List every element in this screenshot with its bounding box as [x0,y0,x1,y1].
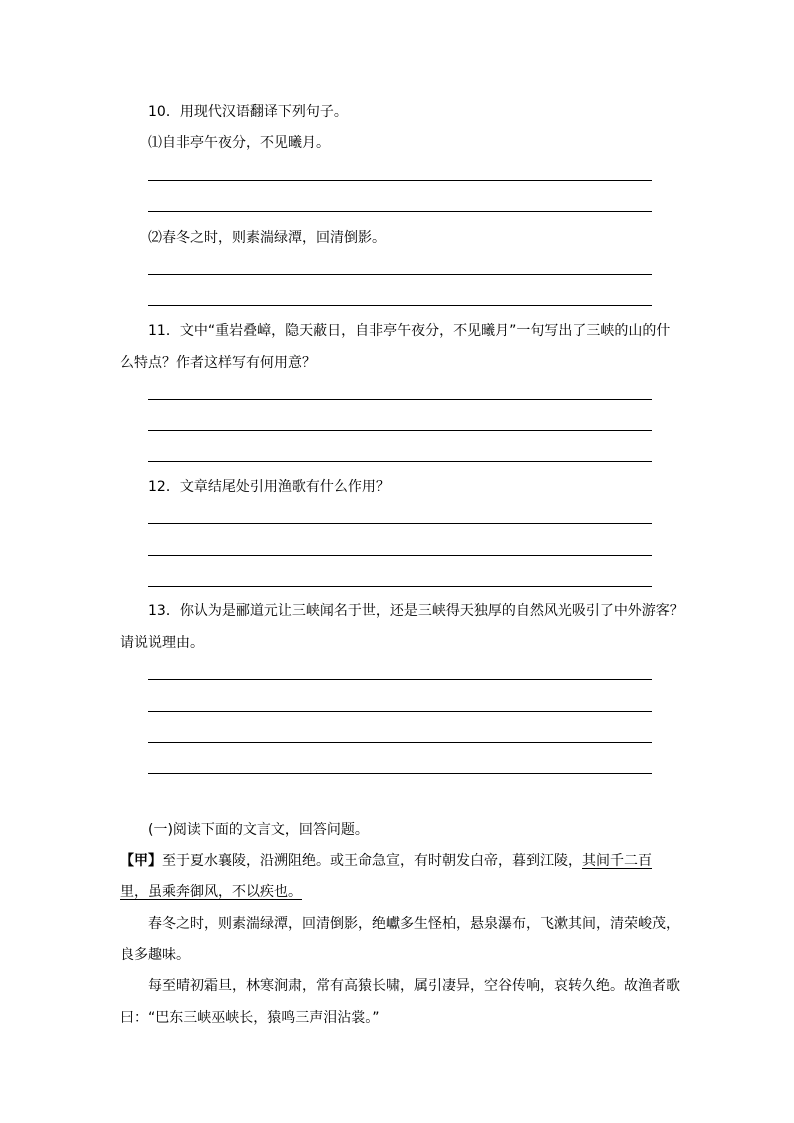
answer-line[interactable] [148,711,652,712]
answer-line[interactable] [148,586,652,587]
answer-line[interactable] [148,305,652,306]
answer-line[interactable] [148,461,652,462]
answer-line[interactable] [148,274,652,275]
passage-paragraph-3-line-2: 曰：“巴东三峡巫峡长，猿鸣三声泪沾裳。” [120,1010,380,1026]
underlined-sentence: 其间千二百 [582,853,652,869]
passage-text: 至于夏水襄陵，沿溯阻绝。或王命急宣，有时朝发白帝，暮到江陵， [162,853,582,869]
q13-text-line-1: 13．你认为是郦道元让三峡闻名于世，还是三峡得天独厚的自然风光吸引了中外游客？ [148,603,684,619]
q10-heading: 10．用现代汉语翻译下列句子。 [148,104,348,120]
answer-line[interactable] [148,773,652,774]
q12-heading: 12．文章结尾处引用渔歌有什么作用？ [148,479,390,495]
q13-text-line-2: 请说说理由。 [120,635,204,651]
q11-text-line-1: 11．文中“重岩叠嶂，隐天蔽日，自非亭午夜分，不见曦月”一句写出了三峡的山的什 [148,323,671,339]
underlined-sentence: 里，虽乘奔御风，不以疾也。 [120,884,302,900]
q11-text-line-2: 么特点？作者这样写有何用意？ [120,355,316,371]
answer-line[interactable] [148,555,652,556]
q10-item-2: ⑵春冬之时，则素湍绿潭，回清倒影。 [148,230,386,246]
answer-line[interactable] [148,430,652,431]
passage-tag: 【甲】 [120,853,162,869]
answer-line[interactable] [148,399,652,400]
passage-paragraph-3-line-1: 每至晴初霜旦，林寒涧肃，常有高猿长啸，属引凄异，空谷传响，哀转久绝。故渔者歌 [148,978,680,994]
answer-line[interactable] [148,523,652,524]
passage-paragraph-1-line-1 [120,852,652,870]
passage-paragraph-2-line-1: 春冬之时，则素湍绿潭，回清倒影，绝巘多生怪柏，悬泉瀑布，飞漱其间，清荣峻茂， [148,916,680,932]
reading-intro: (一)阅读下面的文言文，回答问题。 [148,822,369,838]
answer-line[interactable] [148,180,652,181]
passage-paragraph-1-line-2 [120,883,302,901]
answer-line[interactable] [148,742,652,743]
answer-line[interactable] [148,679,652,680]
answer-line[interactable] [148,211,652,212]
q10-item-1: ⑴自非亭午夜分，不见曦月。 [148,135,330,151]
passage-paragraph-2-line-2: 良多趣味。 [120,947,190,963]
